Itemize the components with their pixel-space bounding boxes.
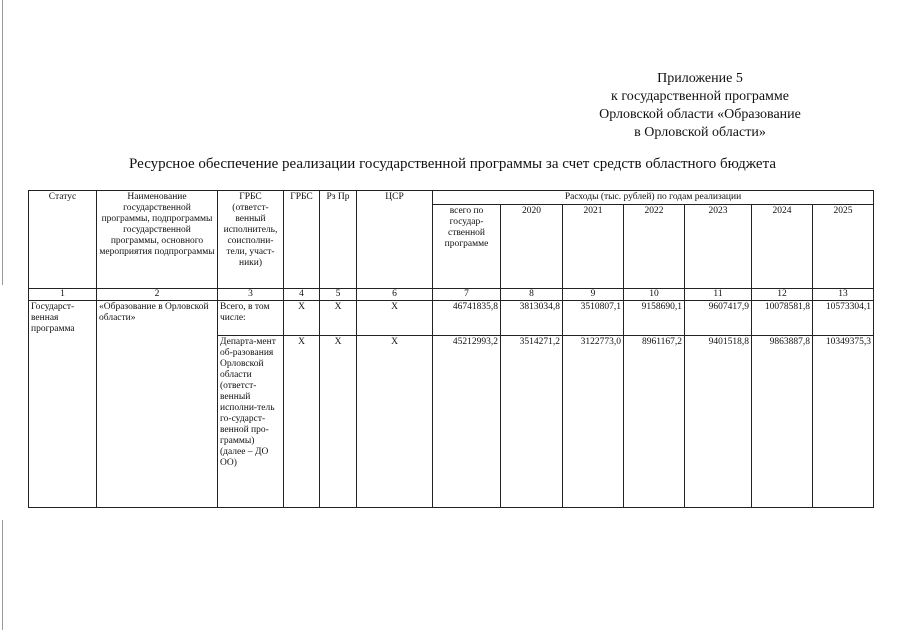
appendix-line-1: Приложение 5 xyxy=(657,71,743,86)
col-number: 5 xyxy=(320,289,357,301)
cell-program-name: «Образование в Орловской области» xyxy=(97,301,218,508)
header-expenses: Расходы (тыс. рублей) по годам реализации xyxy=(433,191,874,205)
col-number: 1 xyxy=(29,289,97,301)
header-row-1 xyxy=(29,191,874,205)
header-grbs-long: ГРБС (ответст-венный исполнитель, соисполни-тели, участ-ники) xyxy=(218,191,284,289)
cell-2020: 3514271,2 xyxy=(501,336,563,508)
col-number: 7 xyxy=(433,289,501,301)
page-edge-line-lower xyxy=(2,520,3,630)
col-number: 2 xyxy=(97,289,218,301)
page-edge-line xyxy=(2,0,3,285)
cell-2022: 8961167,2 xyxy=(624,336,685,508)
cell-2023: 9607417,9 xyxy=(685,301,752,336)
cell-2020: 3813034,8 xyxy=(501,301,563,336)
header-year-2021: 2021 xyxy=(563,205,624,289)
cell-2025: 10573304,1 xyxy=(813,301,874,336)
col-number: 9 xyxy=(563,289,624,301)
header-name: Наименование государственной программы, подпрограммы государственной программы, основного мероприятия подпрограммы xyxy=(97,191,218,289)
col-number: 8 xyxy=(501,289,563,301)
cell-rzpr-x: Х xyxy=(320,336,357,508)
cell-csr-x: Х xyxy=(357,301,433,336)
header-year-2023: 2023 xyxy=(685,205,752,289)
table-row-total xyxy=(29,301,874,336)
col-number: 10 xyxy=(624,289,685,301)
cell-2025: 10349375,3 xyxy=(813,336,874,508)
col-number: 4 xyxy=(284,289,320,301)
header-year-2024: 2024 xyxy=(752,205,813,289)
appendix-line-2: к государственной программе xyxy=(611,89,789,104)
appendix-line-3: Орловской области «Образование xyxy=(599,107,801,122)
header-grbs: ГРБС xyxy=(284,191,320,289)
header-year-2022: 2022 xyxy=(624,205,685,289)
col-number: 11 xyxy=(685,289,752,301)
cell-grbs-department: Департа-мент об-разования Орловской области (ответст-венный исполни-тель го-сударст-венной про-граммы) (далее – ДО ОО) xyxy=(218,336,284,508)
resource-table xyxy=(28,190,874,508)
cell-csr-x: Х xyxy=(357,336,433,508)
column-number-row xyxy=(29,289,874,301)
cell-total: 45212993,2 xyxy=(433,336,501,508)
cell-grbs-x: Х xyxy=(284,301,320,336)
header-csr: ЦСР xyxy=(357,191,433,289)
cell-2024: 10078581,8 xyxy=(752,301,813,336)
col-number: 6 xyxy=(357,289,433,301)
cell-grbs-total: Всего, в том числе: xyxy=(218,301,284,336)
cell-status: Государст-венная программа xyxy=(29,301,97,508)
header-rzpr: Рз Пр xyxy=(320,191,357,289)
col-number: 3 xyxy=(218,289,284,301)
cell-2021: 3510807,1 xyxy=(563,301,624,336)
appendix-line-4: в Орловской области» xyxy=(634,125,766,140)
cell-rzpr-x: Х xyxy=(320,301,357,336)
header-total: всего по государ-ственной программе xyxy=(433,205,501,289)
cell-2023: 9401518,8 xyxy=(685,336,752,508)
cell-2024: 9863887,8 xyxy=(752,336,813,508)
appendix-header xyxy=(585,70,815,142)
header-year-2025: 2025 xyxy=(813,205,874,289)
col-number: 12 xyxy=(752,289,813,301)
cell-grbs-x: Х xyxy=(284,336,320,508)
cell-total: 46741835,8 xyxy=(433,301,501,336)
cell-2022: 9158690,1 xyxy=(624,301,685,336)
document-title: Ресурсное обеспечение реализации государственной программы за счет средств областного бюджета xyxy=(129,156,776,172)
header-status: Статус xyxy=(29,191,97,289)
cell-2021: 3122773,0 xyxy=(563,336,624,508)
col-number: 13 xyxy=(813,289,874,301)
header-year-2020: 2020 xyxy=(501,205,563,289)
